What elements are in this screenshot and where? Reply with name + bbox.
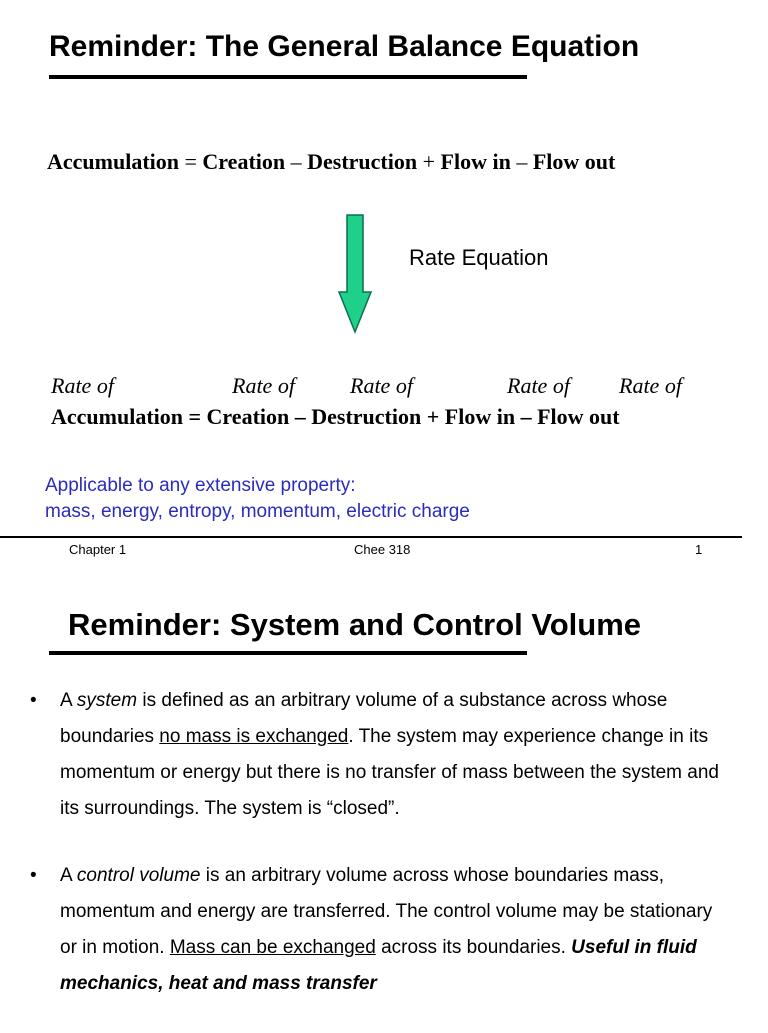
no-mass-exchanged: no mass is exchanged bbox=[159, 726, 349, 747]
bullet2-text-3: across its boundaries. bbox=[375, 937, 572, 958]
rate-prefix-5: Rate of bbox=[619, 373, 682, 398]
rate-prefix-1: Rate of bbox=[51, 373, 114, 398]
term-system: system bbox=[76, 690, 138, 711]
slide2-title-underline bbox=[49, 651, 527, 655]
bullet-control-volume bbox=[30, 858, 730, 1002]
balance-equation bbox=[47, 149, 615, 175]
eq-plus: + bbox=[422, 149, 436, 174]
rate-prefix-2: Rate of bbox=[232, 373, 295, 398]
eq-creation: Creation bbox=[202, 149, 286, 174]
rate-eq-flow-out: Flow out bbox=[537, 404, 620, 429]
slide1-title: Reminder: The General Balance Equation bbox=[49, 30, 640, 63]
rate-balance-equation bbox=[51, 404, 620, 430]
rate-equation-label: Rate Equation bbox=[409, 245, 549, 270]
eq-flow-in: Flow in bbox=[440, 149, 511, 174]
rate-prefix-3: Rate of bbox=[350, 373, 413, 398]
footer-chapter: Chapter 1 bbox=[69, 542, 127, 557]
slide1-title-underline bbox=[49, 75, 527, 79]
down-arrow-icon bbox=[336, 212, 374, 336]
bullet1-text-2: is defined as an arbitrary volume of a substance across whose boundaries bbox=[60, 690, 668, 747]
footer-page-number: 1 bbox=[695, 542, 703, 557]
term-control-volume: control volume bbox=[76, 865, 201, 886]
bullet2-text-2: is an arbitrary volume across whose boundaries mass, momentum and energy are transferred. The control volume may be stationary or in motion. bbox=[60, 865, 713, 958]
bullet1-text-3: . The system may experience change in its momentum or energy but there is no transfer of mass between the system and its surroundings. The system is “closed”. bbox=[60, 726, 719, 819]
definition-list bbox=[30, 683, 730, 1033]
slide-divider bbox=[0, 536, 742, 538]
rate-eq-flow-in: Flow in bbox=[444, 404, 516, 429]
eq-minus1: – bbox=[290, 149, 302, 174]
rate-eq-destruction: Destruction bbox=[311, 404, 422, 429]
rate-eq-creation: Creation bbox=[206, 404, 290, 429]
eq-flow-out: Flow out bbox=[532, 149, 616, 174]
mass-can-be-exchanged: Mass can be exchanged bbox=[169, 937, 376, 958]
slide2-title: Reminder: System and Control Volume bbox=[68, 607, 642, 642]
rate-eq-minus2: – bbox=[520, 404, 532, 429]
applicable-line-1: Applicable to any extensive property: bbox=[45, 475, 356, 496]
rate-prefix-4: Rate of bbox=[507, 373, 570, 398]
bullet-system bbox=[30, 683, 730, 827]
bullet2-text-1: A bbox=[60, 865, 77, 886]
footer-course: Chee 318 bbox=[354, 542, 411, 557]
eq-accumulation: Accumulation bbox=[47, 149, 179, 174]
rate-eq-equals: = bbox=[188, 404, 202, 429]
eq-destruction: Destruction bbox=[307, 149, 418, 174]
useful-note: Useful in fluid mechanics, heat and mass transfer bbox=[60, 937, 697, 994]
rate-eq-plus: + bbox=[426, 404, 440, 429]
bullet-dot: • bbox=[30, 865, 37, 886]
bullet-dot: • bbox=[30, 690, 37, 711]
eq-minus2: – bbox=[516, 149, 528, 174]
applicable-note bbox=[45, 473, 470, 525]
applicable-line-2: mass, energy, entropy, momentum, electric charge bbox=[45, 501, 470, 522]
rate-eq-accumulation: Accumulation bbox=[51, 404, 183, 429]
bullet1-text-1: A bbox=[60, 690, 77, 711]
eq-equals: = bbox=[184, 149, 197, 174]
rate-eq-minus1: – bbox=[294, 404, 306, 429]
